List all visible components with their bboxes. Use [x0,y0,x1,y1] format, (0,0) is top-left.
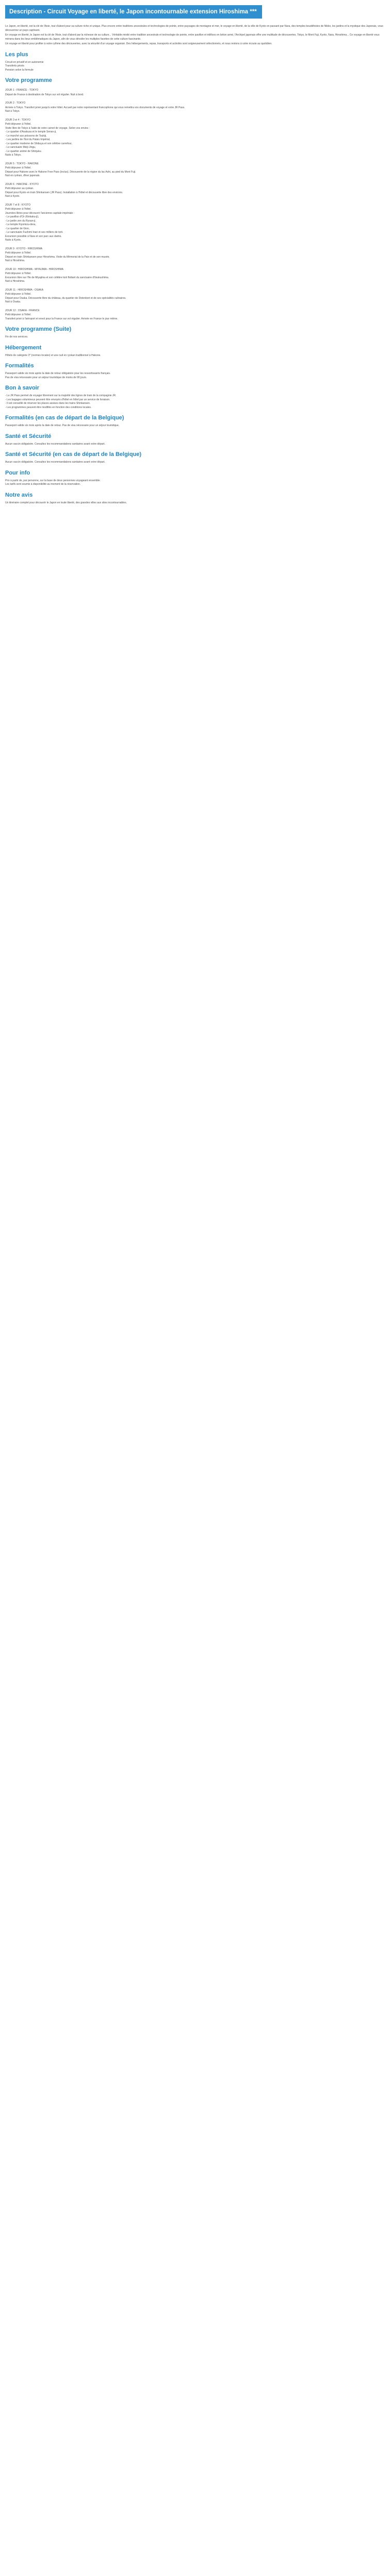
section-heading: Pour info [5,469,30,476]
day-title: JOUR 2 : TOKYO [5,101,26,105]
section-text: Passeport valide six mois après la date de retour obligatoire pour les ressortissants français. [5,372,111,375]
section-heading: Formalités (en cas de départ de la Belgique) [5,415,124,421]
section [5,385,386,410]
section-heading: Bon à savoir [5,385,40,391]
day-title: JOUR 12 : OSAKA - FRANCE [5,309,40,312]
day-text: - Le sanctuaire Fushimi Inari et ses milliers de torii. [5,231,63,234]
section-text: Aucun vaccin obligatoire. Consultez les recommandations sanitaires avant votre départ. [5,461,105,464]
day-title: JOUR 9 : KYOTO - HIROSHIMA [5,247,43,250]
intro-paragraph: Un voyage en liberté pour profiter à votre rythme des découvertes, avec la sécurité d'un voyage organisé. Des hébergements, repas, transports et activités sont soigneusement sélectionnés, et nous restons à votre écoute au quotidien. [5,42,272,45]
day-text: Transfert privé à l'aéroport et envol pour la France sur vol régulier. Arrivée en France le jour même. [5,317,118,320]
day-text: Nuit à Osaka. [5,300,21,303]
day-text: Visite libre de Tokyo à l'aide de votre carnet de voyage. Selon vos envies : [5,126,90,130]
day-title: JOUR 1 : FRANCE - TOKYO [5,89,39,92]
day-text: Petit déjeuner à l'hôtel. [5,123,31,126]
program-day [5,118,386,158]
intro-paragraph: En voyage en liberté, le Japon est la clé de l'Asie, tout d'abord par la richesse de sa culture... Véritable mixité entre tradition ancestrale et technologie de pointe, entre pavillon et édifices en béton armé, l'Archipel japonais offre une multitude de découvertes. Tokyo, le Mont Fuji, Kyoto, Nara, Hiroshima... Ce voyage en liberté vous mènera dans les lieux emblématiques du Japon, afin de vous dévoiler les multiples facettes de cette culture fascinante. [5,33,380,41]
section-heading: Notre avis [5,492,33,498]
day-text: - Le quartier moderne de Shibuya et son célèbre carrefour, [5,142,72,145]
section-text: Les tarifs sont soumis à disponibilité au moment de la réservation. [5,483,81,486]
section-heading: Hébergement [5,344,42,351]
day-title: JOUR 7 et 8 : KYOTO [5,203,31,207]
day-text: - Le jardin zen du Ryoan-ji, [5,219,36,223]
day-text: Arrivée à Tokyo. Transfert privé jusqu'à votre hôtel. Accueil par notre représentant francophone qui vous remettra vos documents de voyage et votre JR Pass. [5,106,185,109]
section-text: Circuit en privatif et en autonomie [5,60,44,64]
section [5,363,386,380]
intro [5,25,386,46]
day-text: Petit déjeuner à l'hôtel. [5,272,31,275]
section-text: - Les bagages volumineux peuvent être envoyés d'hôtel en hôtel par un service de livraison. [5,398,110,401]
day-text: Nuit à Hiroshima. [5,280,25,283]
day-text: Nuits à Tokyo. [5,154,22,157]
day-text: - Le quartier de Gion, [5,227,30,230]
day-text: Nuit à Tokyo. [5,110,20,113]
section-text: - Il est conseillé de réserver les places assises dans les trains Shinkansen. [5,402,91,405]
program-day [5,309,386,321]
section-heading: Les plus [5,51,28,58]
day-text: Départ de France à destination de Tokyo sur vol régulier. Nuit à bord. [5,93,84,96]
day-text: - Les jardins de l'Est du Palais Impérial, [5,138,51,141]
day-text: Petit déjeuner à l'hôtel. [5,166,31,170]
section-text: Prix à partir de, par personne, sur la base de deux personnes voyageant ensemble. [5,479,101,482]
section-heading: Santé et Sécurité [5,433,52,439]
section [5,470,386,487]
page-title: Description - Circuit Voyage en liberté, le Japon incontournable extension Hiroshima *** [5,5,262,19]
section-text: - Le JR Pass permet de voyager librement sur la majorité des lignes de train de la compagnie JR. [5,394,117,397]
day-text: - Le sanctuaire Meiji Jingu, [5,146,36,149]
day-text: Petit déjeuner au ryokan. [5,187,34,190]
section-text: Aucun vaccin obligatoire. Consultez les recommandations sanitaires avant votre départ. [5,442,105,446]
section-text: Passeport valide six mois après la date de retour. Pas de visa nécessaire pour un séjour touristique. [5,424,120,427]
section-text: Fin de nos services. [5,335,28,338]
section-heading: Santé et Sécurité (en cas de départ de la Belgique) [5,451,142,457]
day-title: JOUR 6 : HAKONE - KYOTO [5,182,39,186]
day-title: JOUR 11 : HIROSHIMA - OSAKA [5,288,44,292]
program-day [5,89,386,97]
section-text: - Les programmes peuvent être modifiés en fonction des conditions locales. [5,405,92,409]
day-text: - Le marché aux poissons de Tsukiji, [5,134,47,138]
section [5,52,386,73]
day-text: Petit déjeuner à l'hôtel. [5,208,31,211]
section [5,433,386,447]
day-text: Nuit en ryokan, dîner japonais. [5,174,40,177]
day-text: Journées libres pour découvrir l'ancienne capitale impériale : [5,211,75,215]
day-title: JOUR 5 : TOKYO - HAKONE [5,162,39,165]
section-text: Transferts privés [5,64,25,67]
day-text: Petit déjeuner à l'hôtel. [5,313,31,316]
section-heading: Formalités [5,363,34,369]
day-text: - Le temple Kiyomizu-dera, [5,223,36,226]
program-day [5,162,386,178]
day-text: Départ pour Osaka. Découverte libre du château, du quartier de Dotonbori et de ses spécialités culinaires. [5,296,126,300]
day-title: JOUR 3 et 4 : TOKYO [5,118,30,122]
section-text: Un itinéraire complet pour découvrir le Japon en toute liberté, des grandes villes aux sites incontournables. [5,501,127,504]
intro-paragraph: Le Japon, en liberté, est la clé de l'Asie, tout d'abord pour sa culture riche et unique. Plus encore entre traditions ancestrales et technologies de pointe, entre paysages de montagne et mer, le voyage en liberté, de la ville de Kyoto en passant par Nara, des temples bouddhistes de Nikko, les jardins et la mystique des Japonais, vous découvrirez un pays captivant. [5,25,383,32]
day-text: Petit déjeuner à l'hôtel. [5,251,31,255]
program-day [5,101,386,114]
day-text: Nuit à Hiroshima. [5,259,25,262]
day-text: - Le quartier d'Asakusa et le temple Senso-ji, [5,130,57,133]
section-heading: Votre programme [5,77,52,83]
day-text: Nuits à Kyoto. [5,239,22,242]
day-text: - Le pavillon d'Or (Kinkaku-ji), [5,215,39,218]
section-text: Pension selon la formule [5,68,34,72]
program-day [5,289,386,304]
section [5,345,386,358]
section [5,326,386,340]
day-text: - Le quartier animé de Shinjuku. [5,149,42,153]
day-text: Excursion libre sur l'île de Miyajima et son célèbre torii flottant du sanctuaire d'Itsukushima. [5,276,109,279]
program-day [5,268,386,284]
day-text: Excursion possible à Nara et son parc aux daims. [5,234,62,238]
sections [5,52,386,505]
page [0,0,391,520]
section [5,492,386,505]
section-text: Pas de visa nécessaire pour un séjour touristique de moins de 90 jours. [5,376,87,379]
section [5,415,386,428]
program-day [5,247,386,263]
day-text: Départ en train Shinkansen pour Hiroshima. Visite du Mémorial de la Paix et de son musée. [5,255,110,259]
day-text: Nuit à Kyoto. [5,195,20,198]
day-text: Petit déjeuner à l'hôtel. [5,293,31,296]
day-title: JOUR 10 : HIROSHIMA - MIYAJIMA - HIROSHIMA [5,267,63,271]
section-text: Hôtels de catégorie 3* (normes locales) et une nuit en ryokan traditionnel à Hakone. [5,353,101,357]
section [5,77,386,321]
section-heading: Votre programme (Suite) [5,326,72,332]
program-day [5,183,386,199]
program-day [5,204,386,243]
day-text: Départ pour Hakone avec le Hakone Free Pass (inclus). Découverte de la région du lac Ashi, au pied du Mont Fuji. [5,170,136,174]
section [5,451,386,465]
day-text: Départ pour Kyoto en train Shinkansen (JR Pass). Installation à l'hôtel et découverte libre des environs. [5,191,123,194]
